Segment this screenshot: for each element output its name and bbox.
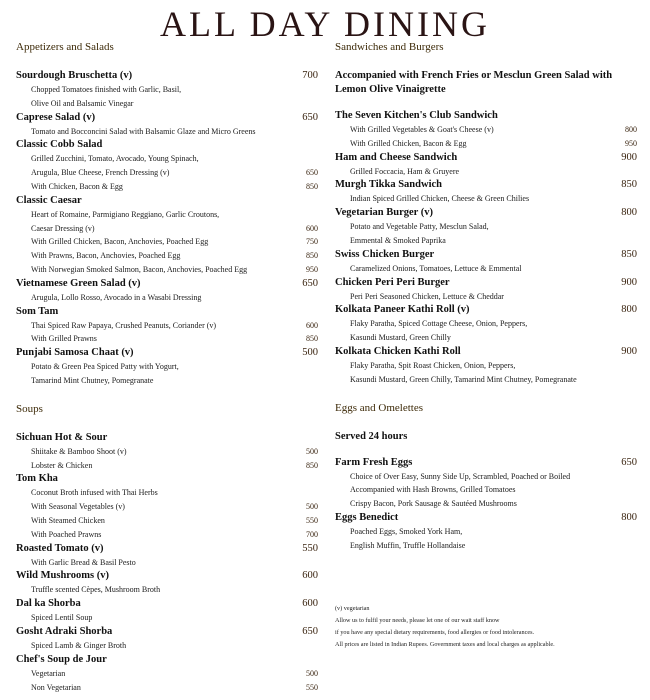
variant-price: 850 — [306, 460, 318, 470]
description-text: Flaky Paratha, Spit Roast Chicken, Onion, Peppers, — [350, 360, 516, 370]
menu-item — [16, 277, 318, 291]
menu-items — [16, 69, 318, 388]
footnote-line: Allow us to fulfil your needs, please let one of our wait staff know — [335, 616, 500, 624]
item-price: 800 — [621, 511, 637, 523]
item-description — [16, 500, 318, 514]
item-price: 850 — [621, 248, 637, 260]
section-title: Eggs and Omelettes — [335, 401, 423, 414]
section-note — [335, 69, 637, 97]
item-name: Murgh Tikka Sandwich — [335, 179, 442, 191]
description-text: English Muffin, Truffle Hollandaise — [350, 540, 466, 550]
description-text: Olive Oil and Balsamic Vinegar — [31, 98, 134, 108]
item-description — [335, 220, 637, 234]
item-description — [335, 539, 637, 553]
item-name: Wild Mushrooms (v) — [16, 570, 109, 582]
description-text: With Seasonal Vegetables (v) — [31, 502, 125, 512]
item-name: Swiss Chicken Burger — [335, 248, 435, 260]
item-name: Punjabi Samosa Chaat (v) — [16, 347, 134, 359]
menu-item — [335, 511, 637, 525]
spacer — [16, 388, 318, 402]
description-text: Chopped Tomatoes finished with Garlic, Basil, — [31, 85, 182, 94]
item-description — [16, 319, 318, 333]
menu-item — [16, 111, 318, 125]
description-text: Thai Spiced Raw Papaya, Crushed Peanuts, Coriander (v) — [31, 320, 217, 330]
description-text: Lobster & Chicken — [31, 460, 93, 470]
description-text: Accompanied with Hash Browns, Grilled Tomatoes — [350, 485, 516, 495]
description-text: Vegetarian — [31, 668, 66, 678]
variant-price: 650 — [306, 168, 318, 178]
menu-item — [335, 276, 637, 290]
description-text: With Grilled Vegetables & Goat's Cheese (v) — [350, 125, 494, 134]
section-note: Served 24 hours — [335, 430, 408, 442]
variant-price: 550 — [306, 682, 318, 692]
item-name: Chicken Peri Peri Burger — [335, 276, 450, 288]
footnote-line: if you have any special dietary requirements, food allergies or food intolerances. — [335, 628, 535, 636]
item-description — [16, 374, 318, 388]
section-title: Soups — [16, 402, 43, 415]
description-text: With Prawns, Bacon, Anchovies, Poached Egg — [31, 251, 181, 261]
menu-item — [16, 542, 318, 556]
variant-price: 550 — [306, 515, 318, 525]
description-text: Non Vegetarian — [31, 682, 81, 692]
item-description — [335, 234, 637, 248]
item-price: 600 — [302, 598, 318, 610]
item-description — [16, 125, 318, 139]
description-text: With Chicken, Bacon & Egg — [31, 181, 123, 191]
item-description — [16, 556, 318, 570]
item-description — [335, 192, 637, 206]
menu-item — [335, 303, 637, 317]
variant-price: 500 — [306, 446, 318, 456]
item-description — [16, 208, 318, 222]
item-description — [16, 514, 318, 528]
item-description — [335, 317, 637, 331]
item-description — [16, 445, 318, 459]
item-description — [16, 528, 318, 542]
menu-item — [16, 346, 318, 360]
item-price: 850 — [621, 179, 637, 191]
item-name: Tom Kha — [16, 473, 58, 485]
section-sandwiches — [335, 40, 637, 387]
menu-item — [16, 305, 318, 319]
item-description — [335, 497, 637, 511]
section-soups — [16, 402, 318, 695]
item-name: Som Tam — [16, 305, 59, 317]
description-text: Grilled Zucchini, Tomato, Avocado, Young Spinach, — [31, 154, 199, 164]
item-description — [16, 263, 318, 277]
description-text: With Poached Prawns — [31, 529, 102, 539]
item-description — [16, 83, 318, 97]
variant-price: 850 — [306, 334, 318, 344]
item-description — [335, 262, 637, 276]
item-price: 900 — [621, 151, 637, 163]
item-description — [16, 667, 318, 681]
description-text: Spiced Lentil Soup — [31, 613, 93, 623]
menu-item — [335, 151, 637, 165]
item-name: Vegetarian Burger (v) — [335, 207, 433, 219]
menu-item — [335, 178, 637, 192]
description-text: Caramelized Onions, Tomatoes, Lettuce & Emmental — [350, 263, 522, 273]
menu-item — [16, 194, 318, 208]
section-appetizers — [16, 40, 318, 388]
description-text: With Norwegian Smoked Salmon, Bacon, Anchovies, Poached Egg — [31, 264, 248, 274]
menu-items — [335, 109, 637, 387]
item-description — [335, 470, 637, 484]
description-text: Indian Spiced Grilled Chicken, Cheese & Green Chilies — [350, 194, 530, 204]
item-name: Ham and Cheese Sandwich — [335, 151, 458, 163]
variant-price: 750 — [306, 237, 318, 247]
description-text: With Grilled Chicken, Bacon, Anchovies, Poached Egg — [31, 237, 209, 247]
item-name: Sichuan Hot & Sour — [16, 431, 108, 443]
menu-item — [335, 456, 637, 470]
item-description — [335, 483, 637, 497]
description-text: Shiitake & Bamboo Shoot (v) — [31, 446, 127, 456]
description-text: Spiced Lamb & Ginger Broth — [31, 640, 127, 650]
item-price: 650 — [302, 625, 318, 637]
item-description — [335, 373, 637, 387]
menu-item — [335, 345, 637, 359]
variant-price: 500 — [306, 668, 318, 678]
description-text: Peri Peri Seasoned Chicken, Lettuce & Cheddar — [350, 291, 504, 301]
description-text: Tamarind Mint Chutney, Pomegranate — [31, 375, 154, 385]
menu-item — [16, 653, 318, 667]
menu-item — [335, 206, 637, 220]
description-text: Flaky Paratha, Spiced Cottage Cheese, Onion, Peppers, — [350, 319, 528, 329]
menu-item — [335, 109, 637, 123]
menu-item — [16, 138, 318, 152]
item-description — [335, 525, 637, 539]
item-price: 900 — [621, 276, 637, 288]
item-price: 650 — [302, 277, 318, 289]
variant-price: 950 — [306, 264, 318, 274]
variant-price: 950 — [625, 138, 637, 148]
item-description — [16, 681, 318, 695]
description-text: Truffle scented Cèpes, Mushroom Broth — [31, 585, 161, 595]
item-price: 650 — [302, 111, 318, 123]
left-column — [16, 40, 318, 694]
description-text: Arugula, Blue Cheese, French Dressing (v) — [31, 168, 170, 178]
item-description — [335, 137, 637, 151]
description-text: Caesar Dressing (v) — [31, 223, 95, 233]
item-price: 800 — [621, 304, 637, 316]
item-price: 650 — [621, 456, 637, 468]
item-name: Chef's Soup de Jour — [16, 653, 107, 665]
item-price: 700 — [302, 70, 318, 81]
footnote-line: All prices are listed in Indian Rupees. Government taxes and local charges as applicable. — [335, 640, 555, 648]
item-name: The Seven Kitchen's Club Sandwich — [335, 110, 498, 121]
variant-price: 600 — [306, 223, 318, 233]
item-description — [16, 166, 318, 180]
item-description — [335, 359, 637, 373]
section-title: Appetizers and Salads — [16, 41, 114, 53]
menu-item — [16, 625, 318, 639]
item-description — [335, 165, 637, 179]
item-description — [16, 249, 318, 263]
item-description — [16, 583, 318, 597]
menu-item — [16, 69, 318, 83]
item-description — [16, 152, 318, 166]
description-text: Arugula, Lollo Rosso, Avocado in a Wasabi Dressing — [31, 292, 202, 302]
menu-title: ALL DAY DINING — [160, 4, 490, 44]
description-text: With Grilled Prawns — [31, 334, 97, 344]
item-description — [16, 180, 318, 194]
item-name: Kolkata Chicken Kathi Roll — [335, 345, 461, 357]
menu-item — [16, 569, 318, 583]
item-name: Classic Caesar — [16, 194, 82, 206]
menu-items — [335, 456, 637, 553]
item-description — [335, 290, 637, 304]
item-description — [16, 639, 318, 653]
description-text: Grilled Foccacia, Ham & Gruyere — [350, 166, 460, 176]
item-description — [335, 331, 637, 345]
description-text: With Steamed Chicken — [31, 515, 105, 525]
description-text: Kasundi Mustard, Green Chilly, Tamarind Mint Chutney, Pomegranate — [350, 374, 577, 384]
item-price: 550 — [302, 542, 318, 554]
menu-item — [16, 472, 318, 486]
description-text: Heart of Romaine, Parmigiano Reggiano, Garlic Croutons, — [31, 209, 220, 219]
menu-item — [16, 431, 318, 445]
note-line: Accompanied with French Fries or Mesclun Green Salad with — [335, 70, 613, 81]
description-text: Poached Eggs, Smoked York Ham, — [350, 526, 463, 536]
description-text: Tomato and Bocconcini Salad with Balsamic Glaze and Micro Greens — [31, 126, 256, 136]
menu-item — [16, 597, 318, 611]
item-name: Kolkata Paneer Kathi Roll (v) — [335, 304, 470, 316]
item-price: 500 — [302, 347, 318, 359]
description-text: With Grilled Chicken, Bacon & Egg — [350, 138, 467, 148]
footnote-line: (v) vegetarian — [335, 604, 370, 612]
spacer — [335, 387, 637, 401]
menu-item — [335, 248, 637, 262]
item-price: 900 — [621, 345, 637, 357]
description-text: Crispy Bacon, Pork Sausage & Sautéed Mushrooms — [350, 499, 517, 509]
item-description — [16, 459, 318, 473]
description-text: Potato and Vegetable Patty, Mesclun Salad, — [350, 222, 489, 232]
note-line: Lemon Olive Vinaigrette — [335, 84, 446, 95]
item-price: 800 — [621, 207, 637, 219]
right-column — [335, 40, 637, 651]
variant-price: 500 — [306, 502, 318, 512]
item-name: Gosht Adraki Shorba — [16, 625, 113, 637]
description-text: With Garlic Bread & Basil Pesto — [31, 557, 136, 567]
section-title: Sandwiches and Burgers — [335, 41, 444, 53]
section-eggs — [335, 401, 637, 553]
description-text: Choice of Over Easy, Sunny Side Up, Scrambled, Poached or Boiled — [350, 471, 571, 481]
item-name: Sourdough Bruschetta (v) — [16, 70, 133, 81]
item-name: Farm Fresh Eggs — [335, 456, 413, 468]
variant-price: 800 — [625, 125, 637, 134]
variant-price: 850 — [306, 251, 318, 261]
description-text: Potato & Green Pea Spiced Patty with Yogurt, — [31, 362, 179, 372]
variant-price: 850 — [306, 181, 318, 191]
variant-price: 600 — [306, 320, 318, 330]
item-description — [335, 123, 637, 137]
item-description — [16, 360, 318, 374]
item-name: Dal ka Shorba — [16, 598, 81, 610]
item-price: 600 — [302, 570, 318, 582]
description-text: Emmental & Smoked Paprika — [350, 235, 446, 245]
item-description — [16, 97, 318, 111]
item-name: Roasted Tomato (v) — [16, 542, 104, 554]
item-description — [16, 222, 318, 236]
item-name: Caprese Salad (v) — [16, 111, 96, 123]
item-description — [16, 235, 318, 249]
description-text: Coconut Broth infused with Thai Herbs — [31, 488, 158, 498]
description-text: Kasundi Mustard, Green Chilly — [350, 333, 451, 343]
item-name: Eggs Benedict — [335, 511, 399, 523]
item-description — [16, 611, 318, 625]
item-name: Classic Cobb Salad — [16, 139, 103, 151]
item-description — [16, 332, 318, 346]
item-description — [16, 486, 318, 500]
menu-items — [16, 431, 318, 695]
item-description — [16, 291, 318, 305]
footnotes — [335, 603, 637, 651]
item-name: Vietnamese Green Salad (v) — [16, 277, 141, 289]
variant-price: 700 — [306, 529, 318, 539]
